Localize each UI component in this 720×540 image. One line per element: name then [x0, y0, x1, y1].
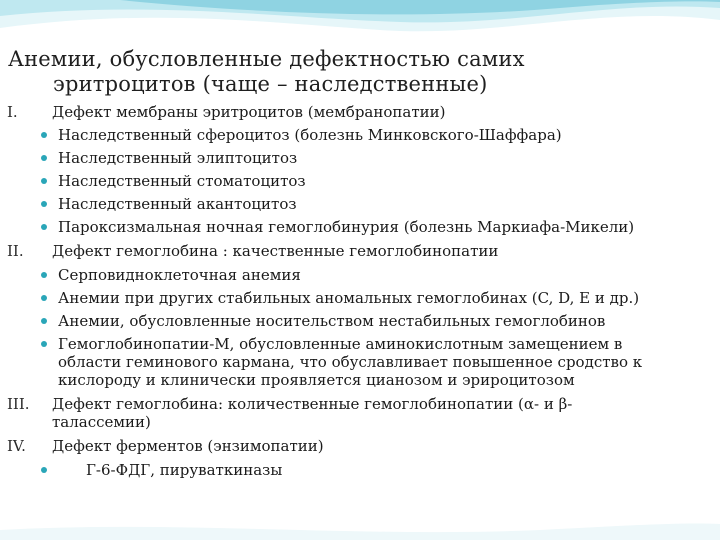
list-item [0, 461, 720, 479]
list-item-text: Анемии, обусловленные носительством нестабильных гемоглобинов [58, 312, 606, 330]
section-1-heading-row [0, 103, 720, 121]
list-item [0, 149, 720, 167]
list-item-continuation [0, 353, 720, 371]
list-item-text: кислороду и клинически проявляется цианозом и эрироцитозом [58, 371, 575, 389]
list-item-text: области геминового кармана, что обуславливает повышенное сродство к [58, 353, 643, 371]
list-item [0, 126, 720, 144]
bullet-icon [41, 318, 47, 324]
list-item-text: Наследственный сфероцитоз (болезнь Минковского-Шаффара) [58, 126, 562, 144]
list-item [0, 289, 720, 307]
section-number: IV. [7, 437, 26, 455]
section-heading: Дефект гемоглобина : качественные гемоглобинопатии [52, 242, 499, 260]
bullet-icon [41, 224, 47, 230]
list-item-text: Пароксизмальная ночная гемоглобинурия (болезнь Маркиафа-Микели) [58, 218, 635, 236]
section-3-heading-continuation [0, 413, 720, 431]
section-heading-continuation: талассемии) [52, 413, 151, 431]
bullet-icon [41, 178, 47, 184]
bullet-icon [41, 272, 47, 278]
list-item-continuation [0, 371, 720, 389]
list-item-text: Наследственный акантоцитоз [58, 195, 297, 213]
section-number: II. [7, 242, 24, 260]
list-item [0, 335, 720, 353]
section-heading: Дефект мембраны эритроцитов (мембранопатии) [52, 103, 446, 121]
bullet-icon [41, 467, 47, 473]
list-item [0, 218, 720, 236]
list-item [0, 312, 720, 330]
list-item-text: Г-6-ФДГ, пируваткиназы [86, 461, 283, 479]
section-3-heading-row [0, 395, 720, 413]
section-heading: Дефект гемоглобина: количественные гемоглобинопатии (α- и β- [52, 395, 573, 413]
list-item [0, 266, 720, 284]
bullet-icon [41, 132, 47, 138]
list-item [0, 195, 720, 213]
section-heading: Дефект ферментов (энзимопатии) [52, 437, 324, 455]
bullet-icon [41, 155, 47, 161]
list-item-text: Наследственный элиптоцитоз [58, 149, 298, 167]
list-item-text: Серповидноклеточная анемия [58, 266, 301, 284]
list-item-text: Гемоглобинопатии-М, обусловленные аминокислотным замещением в [58, 335, 623, 353]
section-number: III. [7, 395, 30, 413]
bullet-icon [41, 341, 47, 347]
list-item-text: Наследственный стоматоцитоз [58, 172, 306, 190]
list-item [0, 172, 720, 190]
bullet-icon [41, 295, 47, 301]
section-2-heading-row [0, 242, 720, 260]
section-number: I. [7, 103, 18, 121]
title-line-2: эритроцитов (чаще – наследственные) [53, 72, 488, 96]
slide-title [8, 47, 708, 97]
footer-wave-decoration [0, 500, 720, 540]
bullet-icon [41, 201, 47, 207]
title-line-1: Анемии, обусловленные дефектностью самих [8, 47, 525, 71]
list-item-text: Анемии при других стабильных аномальных гемоглобинах (C, D, E и др.) [58, 289, 640, 307]
section-4-heading-row [0, 437, 720, 455]
